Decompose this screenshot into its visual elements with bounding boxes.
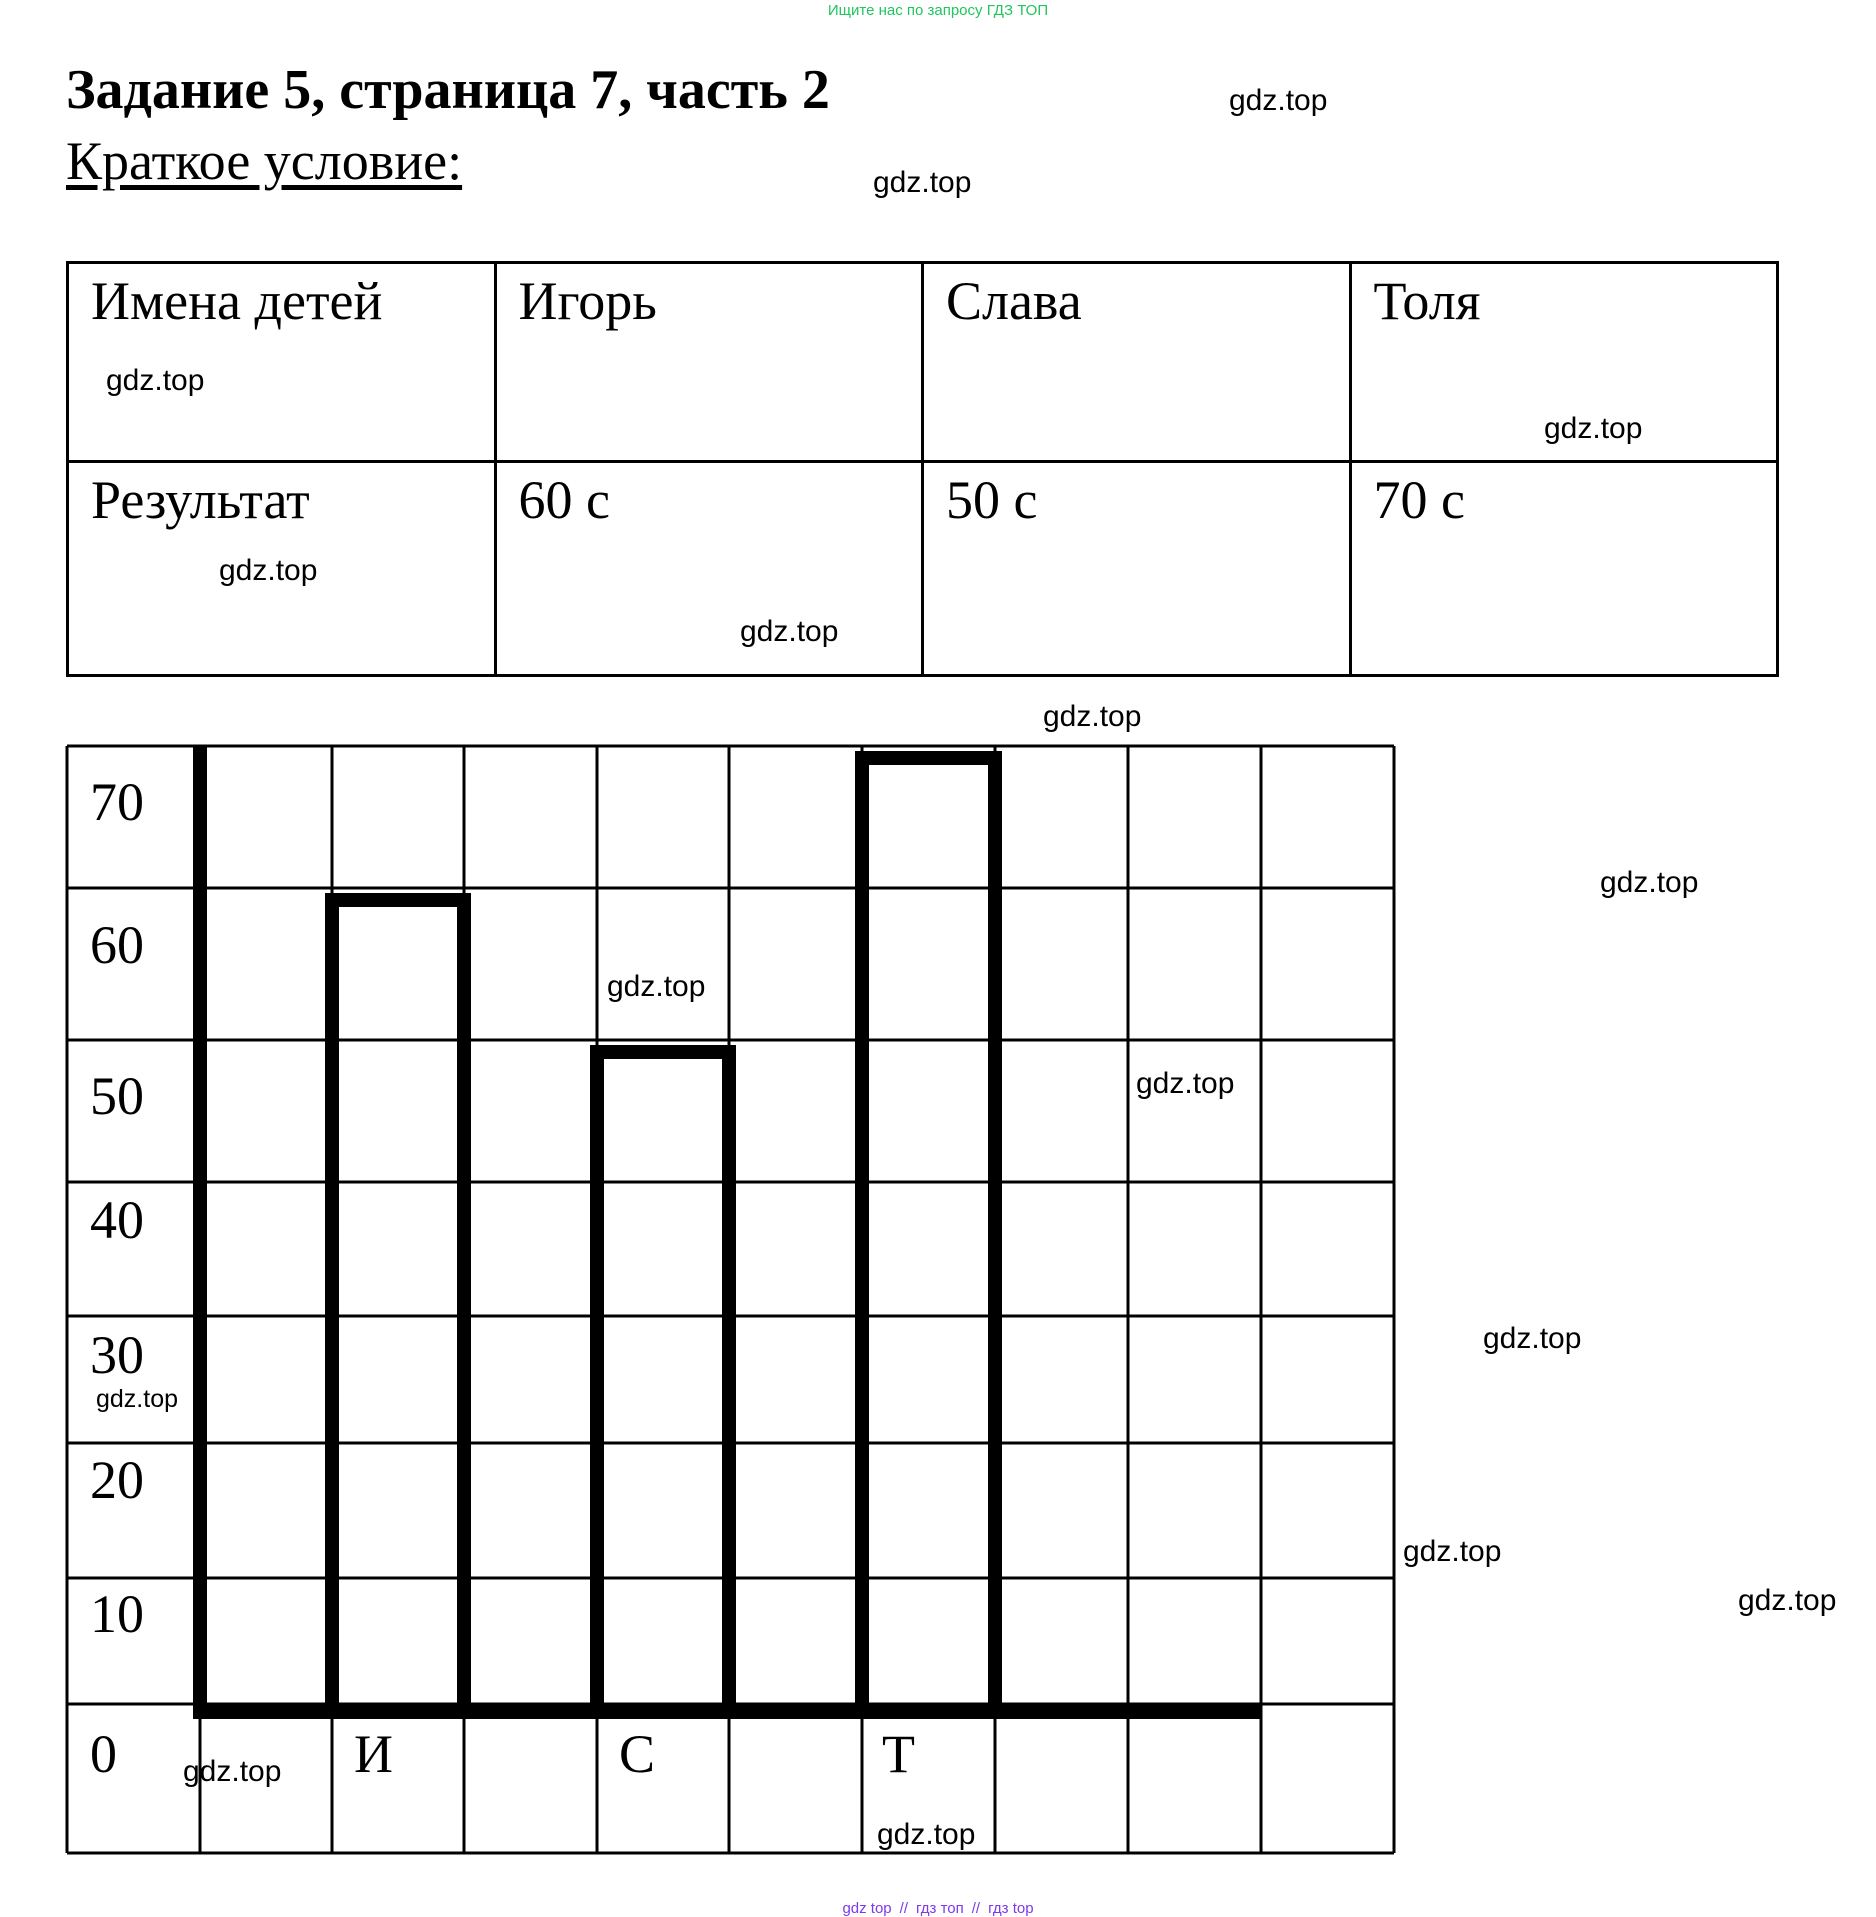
y-tick-label: 70 [90, 772, 144, 832]
page-subtitle: Краткое условие: [66, 131, 463, 191]
watermark: gdz.top [1136, 1067, 1235, 1100]
x-category-label: Т [882, 1724, 915, 1784]
watermark: gdz.top [96, 1385, 179, 1413]
y-tick-label: 40 [90, 1190, 144, 1250]
watermark: gdz.top [1229, 84, 1328, 117]
y-tick-label: 10 [90, 1584, 144, 1644]
x-category-label: И [354, 1724, 393, 1784]
x-category-label: С [619, 1724, 656, 1784]
bar [332, 900, 464, 1712]
watermark: gdz.top [607, 970, 706, 1003]
y-tick-label: 30 [90, 1325, 144, 1385]
watermark: gdz.top [877, 1818, 976, 1851]
footer-separator: // [899, 1900, 908, 1917]
footer [0, 1900, 1876, 1917]
table-header-label: Имена детей [68, 263, 496, 462]
footer-item: gdz top [842, 1900, 892, 1917]
y-tick-label: 60 [90, 915, 144, 975]
footer-item: гдз top [988, 1900, 1034, 1917]
watermark: gdz.top [740, 615, 839, 648]
footer-separator: // [971, 1900, 981, 1917]
watermark: gdz.top [1600, 866, 1699, 899]
watermark: gdz.top [219, 554, 318, 587]
top-banner: Ищите нас по запросу ГДЗ ТОП [827, 2, 1049, 19]
page-title: Задание 5, страница 7, часть 2 [66, 59, 830, 121]
bar [862, 758, 995, 1712]
watermark: gdz.top [1043, 700, 1142, 733]
watermark: gdz.top [183, 1755, 282, 1788]
table-result-cell: 50 с [923, 462, 1351, 676]
watermark: gdz.top [1403, 1535, 1502, 1568]
y-tick-label: 0 [90, 1724, 117, 1784]
bar [597, 1052, 729, 1712]
table-name-cell: Толя [1350, 263, 1778, 462]
table-name-cell: Игорь [495, 263, 923, 462]
watermark: gdz.top [873, 166, 972, 199]
watermark: gdz.top [1483, 1322, 1582, 1355]
y-tick-label: 20 [90, 1450, 144, 1510]
watermark: gdz.top [106, 364, 205, 397]
watermark: gdz.top [1544, 412, 1643, 445]
y-tick-label: 50 [90, 1066, 144, 1126]
watermark: gdz.top [1738, 1584, 1837, 1617]
footer-item: гдз топ [916, 1900, 964, 1917]
table-result-label: Результат [68, 462, 496, 676]
table-result-cell: 70 с [1350, 462, 1778, 676]
table-result-cell: 60 с [495, 462, 923, 676]
table-name-cell: Слава [923, 263, 1351, 462]
